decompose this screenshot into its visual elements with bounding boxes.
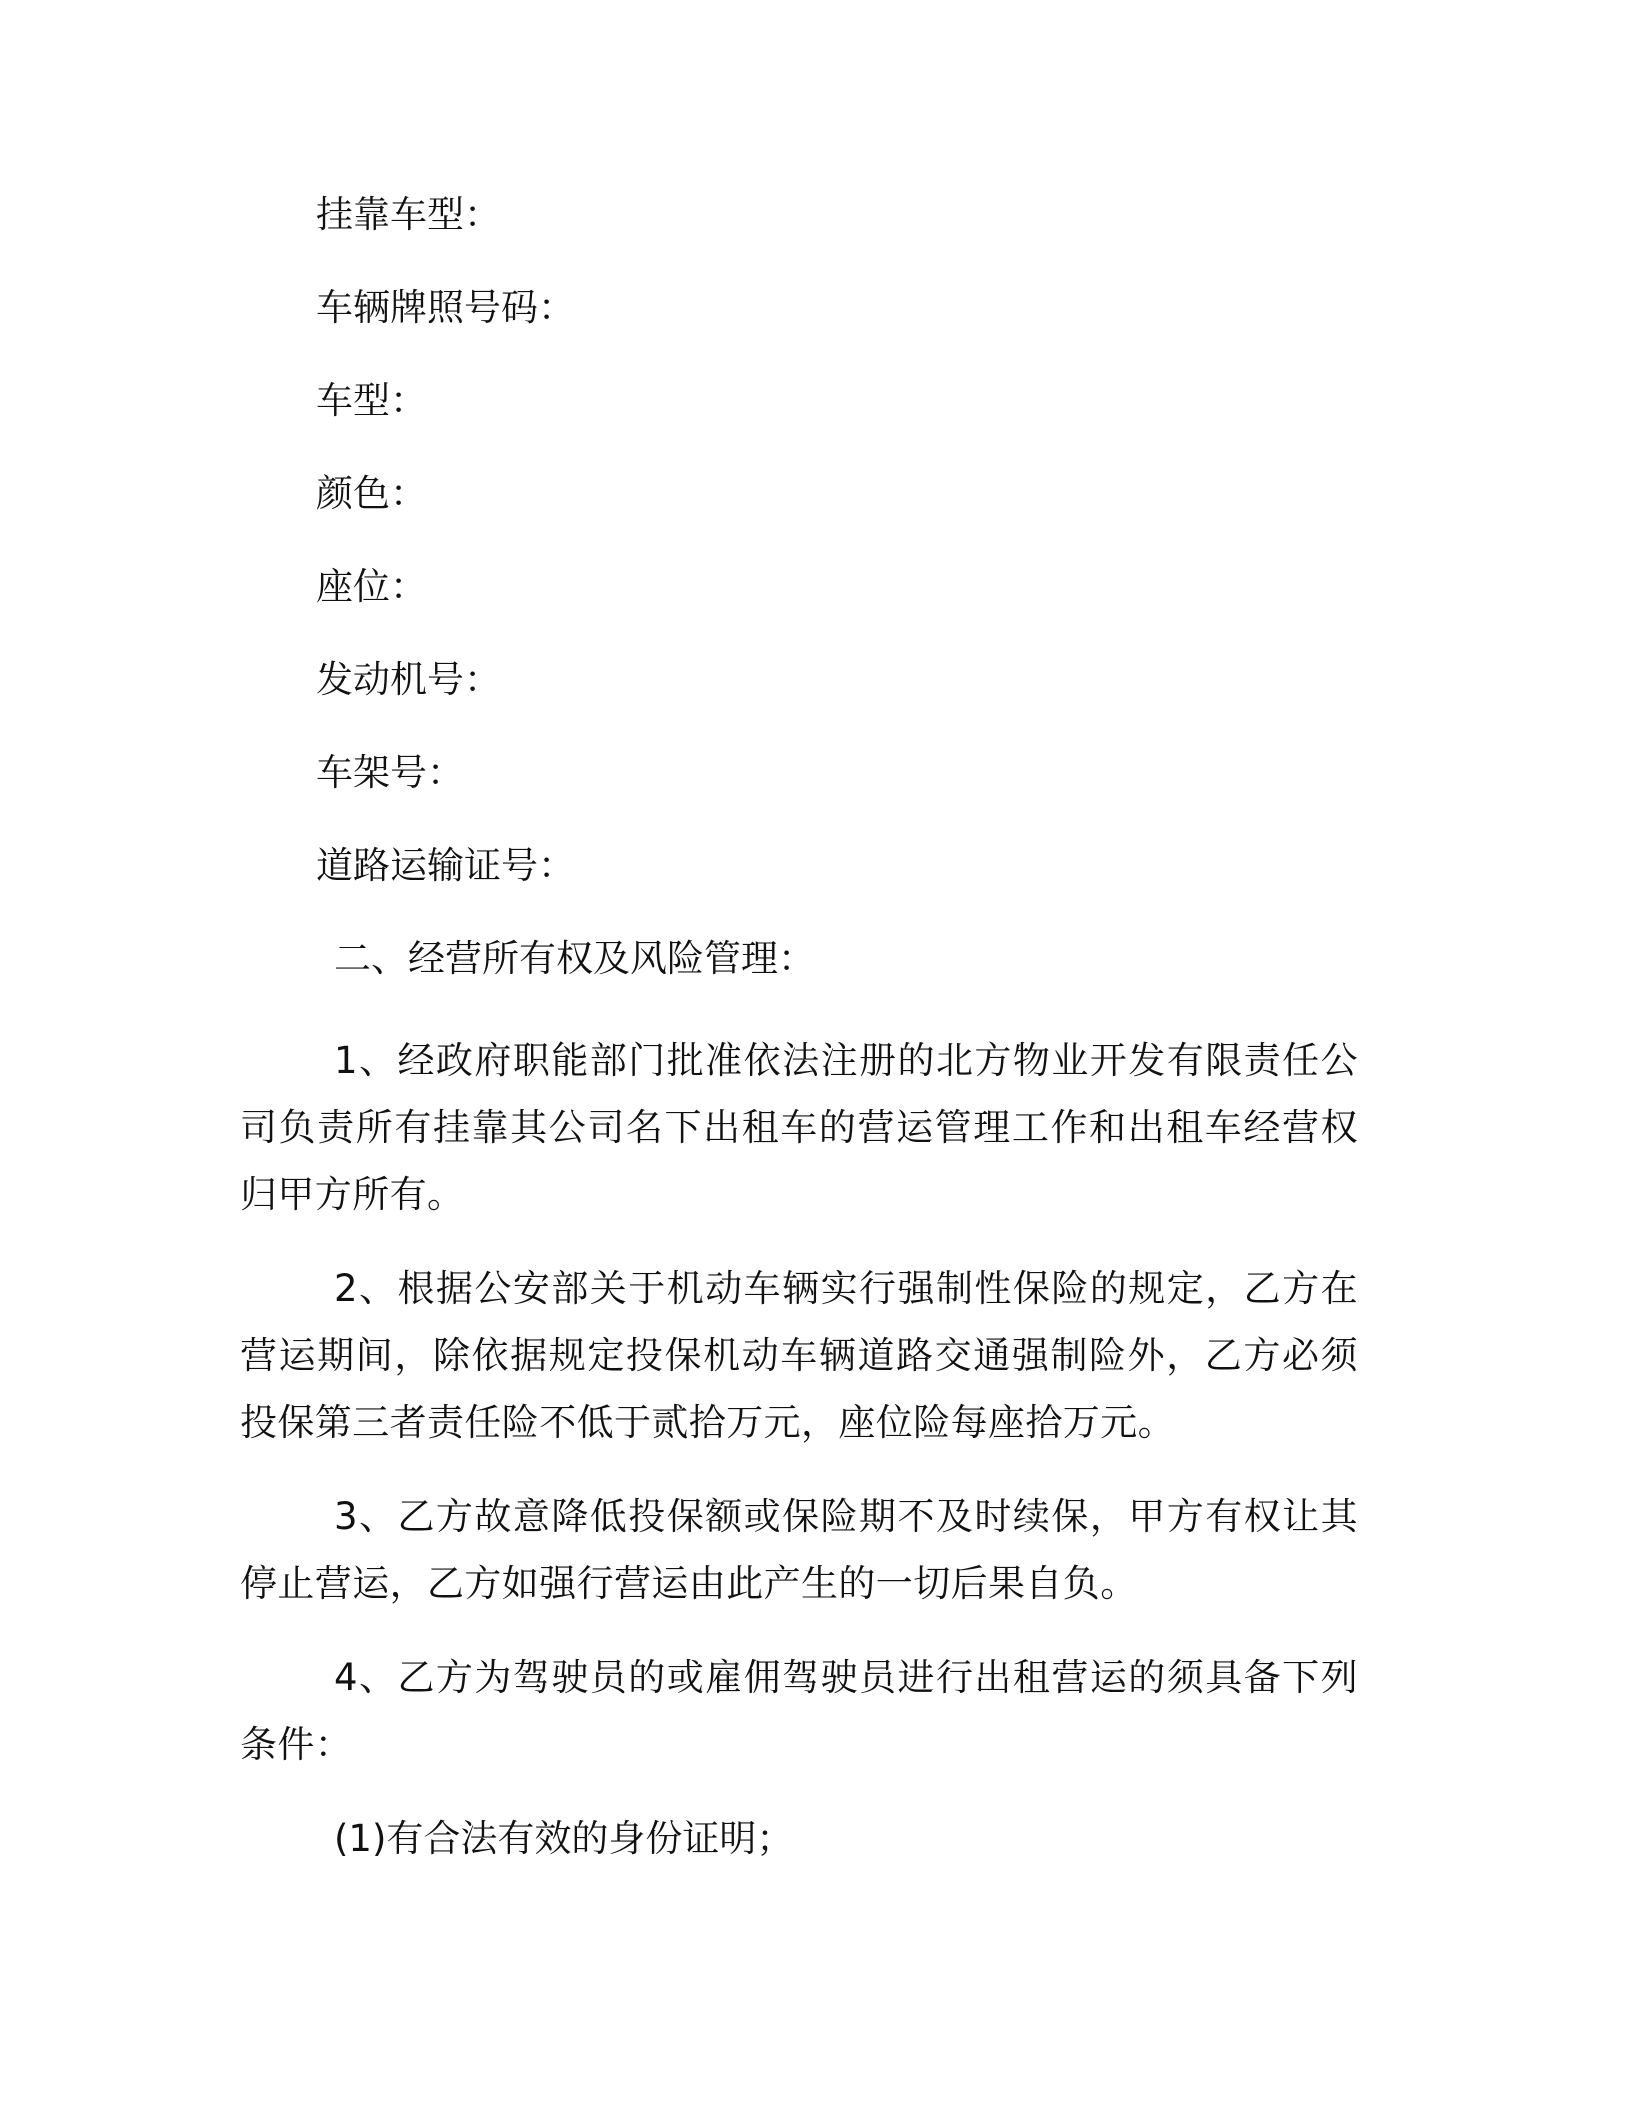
field-road-transport-permit: 道路运输证号：: [316, 844, 575, 887]
field-vehicle-type: 车型：: [316, 379, 427, 422]
paragraph-1: 1、经政府职能部门批准依法注册的北方物业开发有限责任公司负责所有挂靠其公司名下出租车的营运管理工作和出租车经营权归甲方所有。: [240, 1039, 1358, 1216]
field-vehicle-model-affiliated: 挂靠车型：: [316, 193, 501, 236]
paragraph-2: 2、根据公安部关于机动车辆实行强制性保险的规定，乙方在营运期间，除依据规定投保机动车辆道路交通强制险外，乙方必须投保第三者责任险不低于贰拾万元，座位险每座拾万元。: [240, 1267, 1358, 1444]
section-heading: 二、经营所有权及风险管理：: [334, 937, 815, 980]
field-license-plate: 车辆牌照号码：: [316, 286, 575, 329]
document-body: [240, 190, 1358, 1872]
field-engine-number: 发动机号：: [316, 658, 501, 701]
paragraph-4: 4、乙方为驾驶员的或雇佣驾驶员进行出租营运的须具备下列条件：: [240, 1656, 1358, 1766]
field-chassis-number: 车架号：: [316, 751, 464, 794]
list-item-1: (1)有合法有效的身份证明；: [334, 1817, 794, 1860]
paragraph-3: 3、乙方故意降低投保额或保险期不及时续保，甲方有权让其停止营运，乙方如强行营运由此产生的一切后果自负。: [240, 1495, 1358, 1605]
field-color: 颜色：: [316, 472, 427, 515]
field-seats: 座位：: [316, 565, 427, 608]
